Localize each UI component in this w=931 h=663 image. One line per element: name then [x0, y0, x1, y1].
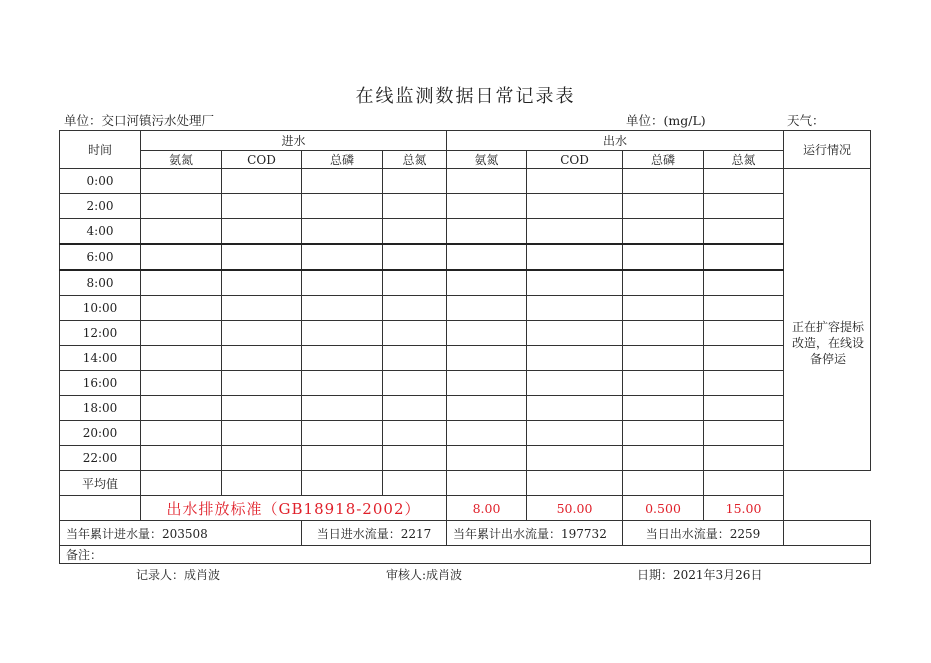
- data-cell[interactable]: [704, 471, 784, 496]
- data-cell[interactable]: [704, 396, 784, 421]
- time-cell: 18:00: [60, 396, 141, 421]
- data-cell[interactable]: [623, 270, 704, 296]
- data-cell[interactable]: [383, 270, 447, 296]
- data-cell[interactable]: [447, 244, 527, 270]
- data-cell[interactable]: [527, 194, 623, 219]
- col-header: 氨氮: [141, 151, 222, 169]
- time-cell: 4:00: [60, 219, 141, 245]
- data-cell[interactable]: [527, 270, 623, 296]
- data-cell[interactable]: [141, 421, 222, 446]
- standard-cod: 50.00: [527, 496, 623, 521]
- data-cell[interactable]: [141, 396, 222, 421]
- data-cell[interactable]: [447, 321, 527, 346]
- data-cell[interactable]: [141, 446, 222, 471]
- data-cell[interactable]: [447, 346, 527, 371]
- data-cell[interactable]: [302, 194, 383, 219]
- inflow-header: 进水: [141, 131, 447, 151]
- empty-cell: [784, 521, 871, 546]
- data-cell[interactable]: [447, 371, 527, 396]
- data-cell[interactable]: [623, 296, 704, 321]
- data-cell[interactable]: [704, 446, 784, 471]
- remarks[interactable]: 备注：: [60, 546, 871, 564]
- table-row: [60, 396, 871, 421]
- data-cell[interactable]: [141, 219, 222, 245]
- data-cell[interactable]: [704, 244, 784, 270]
- data-cell[interactable]: [447, 270, 527, 296]
- data-cell[interactable]: [302, 169, 383, 194]
- data-cell[interactable]: [623, 169, 704, 194]
- data-cell[interactable]: [302, 446, 383, 471]
- data-cell[interactable]: [222, 396, 302, 421]
- data-cell[interactable]: [222, 296, 302, 321]
- data-cell[interactable]: [383, 321, 447, 346]
- data-cell[interactable]: [383, 219, 447, 245]
- data-cell[interactable]: [527, 371, 623, 396]
- data-cell[interactable]: [447, 194, 527, 219]
- table-row: [60, 446, 871, 471]
- weather-label: 天气：: [787, 113, 825, 128]
- data-cell[interactable]: [383, 194, 447, 219]
- col-header: 总氮: [704, 151, 784, 169]
- time-cell: 22:00: [60, 446, 141, 471]
- data-cell[interactable]: [383, 296, 447, 321]
- data-cell[interactable]: [527, 296, 623, 321]
- data-cell[interactable]: [527, 244, 623, 270]
- data-cell[interactable]: [623, 371, 704, 396]
- data-cell[interactable]: [623, 421, 704, 446]
- data-cell[interactable]: [383, 421, 447, 446]
- data-cell[interactable]: [527, 471, 623, 496]
- data-cell[interactable]: [222, 371, 302, 396]
- table-row: [60, 346, 871, 371]
- data-cell[interactable]: [527, 169, 623, 194]
- table-row: [60, 296, 871, 321]
- time-cell: 0:00: [60, 169, 141, 194]
- data-cell[interactable]: [527, 219, 623, 245]
- data-cell[interactable]: [222, 219, 302, 245]
- data-cell[interactable]: [383, 446, 447, 471]
- status-header: 运行情况: [784, 131, 871, 169]
- table-row: [60, 371, 871, 396]
- data-cell[interactable]: [302, 321, 383, 346]
- time-cell: 8:00: [60, 270, 141, 296]
- time-cell: 16:00: [60, 371, 141, 396]
- data-cell[interactable]: [222, 446, 302, 471]
- data-cell[interactable]: [447, 446, 527, 471]
- table-row: [60, 244, 871, 270]
- table-row: [60, 421, 871, 446]
- table-row: [60, 194, 871, 219]
- table-row: [60, 321, 871, 346]
- data-cell[interactable]: [141, 321, 222, 346]
- time-cell: 2:00: [60, 194, 141, 219]
- data-cell[interactable]: [447, 421, 527, 446]
- table-row: [60, 270, 871, 296]
- data-cell[interactable]: [222, 169, 302, 194]
- data-cell[interactable]: [383, 169, 447, 194]
- record-table: [59, 130, 871, 564]
- data-cell[interactable]: [623, 194, 704, 219]
- data-cell[interactable]: [222, 194, 302, 219]
- data-cell[interactable]: [302, 296, 383, 321]
- data-cell[interactable]: [222, 321, 302, 346]
- recorder: 记录人：成肖波: [136, 568, 221, 582]
- data-cell[interactable]: [704, 371, 784, 396]
- data-cell[interactable]: [447, 219, 527, 245]
- record-date: 日期：2021年3月26日: [637, 568, 763, 582]
- standard-tp: 0.500: [623, 496, 704, 521]
- data-cell[interactable]: [623, 446, 704, 471]
- time-cell: 14:00: [60, 346, 141, 371]
- data-cell[interactable]: [222, 346, 302, 371]
- outflow-header: 出水: [447, 131, 784, 151]
- data-cell[interactable]: [302, 396, 383, 421]
- data-cell[interactable]: [527, 421, 623, 446]
- data-cell[interactable]: [704, 270, 784, 296]
- data-cell[interactable]: [704, 219, 784, 245]
- data-cell[interactable]: [141, 296, 222, 321]
- data-cell[interactable]: [623, 396, 704, 421]
- data-cell[interactable]: [222, 244, 302, 270]
- daily-inflow: 当日进水流量：2217: [302, 521, 447, 546]
- data-cell[interactable]: [383, 396, 447, 421]
- time-cell: 6:00: [60, 244, 141, 270]
- col-header: 氨氮: [447, 151, 527, 169]
- col-header: 总磷: [302, 151, 383, 169]
- data-cell[interactable]: [527, 396, 623, 421]
- status-note: 正在扩容提标改造，在线设备停运: [784, 169, 871, 471]
- average-label: 平均值: [60, 471, 141, 496]
- col-header: 总氮: [383, 151, 447, 169]
- table-row: [60, 169, 871, 194]
- data-cell[interactable]: [141, 471, 222, 496]
- data-cell[interactable]: [141, 346, 222, 371]
- data-cell[interactable]: [623, 321, 704, 346]
- data-cell[interactable]: [302, 219, 383, 245]
- standard-ammonia: 8.00: [447, 496, 527, 521]
- data-cell[interactable]: [222, 270, 302, 296]
- col-header: COD: [527, 151, 623, 169]
- data-cell[interactable]: [383, 471, 447, 496]
- data-cell[interactable]: [302, 421, 383, 446]
- data-cell[interactable]: [623, 346, 704, 371]
- standard-tn: 15.00: [704, 496, 784, 521]
- col-header: 总磷: [623, 151, 704, 169]
- data-cell[interactable]: [704, 346, 784, 371]
- data-cell[interactable]: [141, 169, 222, 194]
- data-cell[interactable]: [527, 446, 623, 471]
- data-cell[interactable]: [704, 169, 784, 194]
- data-cell[interactable]: [302, 244, 383, 270]
- data-cell[interactable]: [302, 371, 383, 396]
- daily-outflow: 当日出水流量：2259: [623, 521, 784, 546]
- data-cell[interactable]: [704, 194, 784, 219]
- data-cell[interactable]: [302, 346, 383, 371]
- data-cell[interactable]: [222, 421, 302, 446]
- data-cell[interactable]: [704, 296, 784, 321]
- data-cell[interactable]: [447, 471, 527, 496]
- data-cell[interactable]: [302, 471, 383, 496]
- data-cell[interactable]: [383, 244, 447, 270]
- data-cell[interactable]: [141, 244, 222, 270]
- table-row: [60, 219, 871, 245]
- data-cell[interactable]: [302, 270, 383, 296]
- data-cell[interactable]: [527, 346, 623, 371]
- data-cell[interactable]: [623, 219, 704, 245]
- page-title: 在线监测数据日常记录表: [355, 86, 576, 107]
- data-cell[interactable]: [141, 194, 222, 219]
- data-cell[interactable]: [527, 321, 623, 346]
- time-cell: 10:00: [60, 296, 141, 321]
- data-cell[interactable]: [704, 421, 784, 446]
- annual-inflow: 当年累计进水量：203508: [60, 521, 302, 546]
- data-cell[interactable]: [222, 471, 302, 496]
- data-cell[interactable]: [447, 296, 527, 321]
- data-cell[interactable]: [704, 321, 784, 346]
- data-cell[interactable]: [623, 471, 704, 496]
- time-header: 时间: [60, 131, 141, 169]
- data-cell[interactable]: [447, 169, 527, 194]
- time-rows: [60, 169, 871, 471]
- empty-cell: [60, 496, 141, 521]
- measure-unit: 单位：(mg/L): [626, 113, 706, 128]
- data-cell[interactable]: [383, 371, 447, 396]
- data-cell[interactable]: [447, 396, 527, 421]
- data-cell[interactable]: [141, 270, 222, 296]
- reviewer: 审核人:成肖波: [386, 568, 463, 582]
- org-unit: 单位：交口河镇污水处理厂: [64, 113, 215, 128]
- data-cell[interactable]: [141, 371, 222, 396]
- annual-outflow: 当年累计出水流量：197732: [447, 521, 623, 546]
- standard-label: 出水排放标准（GB18918-2002）: [141, 496, 447, 521]
- time-cell: 12:00: [60, 321, 141, 346]
- time-cell: 20:00: [60, 421, 141, 446]
- data-cell[interactable]: [383, 346, 447, 371]
- col-header: COD: [222, 151, 302, 169]
- data-cell[interactable]: [623, 244, 704, 270]
